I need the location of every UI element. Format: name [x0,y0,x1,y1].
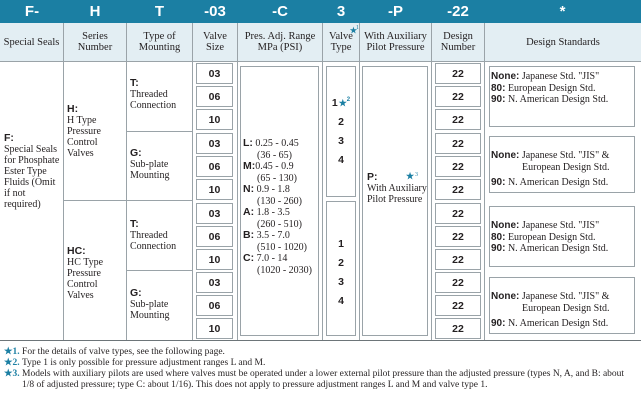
valve-type-1b: 1 [338,238,344,250]
pilot-desc: With Auxiliary Pilot Pressure [367,183,427,205]
range-row: L: 0.25 - 0.45 [243,137,299,149]
size-cell: 06 [196,226,233,247]
sub-p: With Auxiliary Pilot Pressure [360,23,431,61]
sub-size: Valve Size [193,23,237,61]
sub-f: Special Seals [0,23,63,61]
sub-vt-label: Valve Type [329,31,353,53]
valve-type-2: 2 [338,116,344,128]
design-number-cell: 22 [435,63,481,84]
grid-line [192,23,193,340]
range-row: C: 7.0 - 14 [243,252,288,264]
header-f: F- [0,0,64,23]
range-row-psi: (36 - 65) [257,149,292,161]
series-hc-desc: HC Type Pressure Control Valves [67,257,104,301]
star-icon: ★ [4,358,13,368]
grid-line [126,131,192,132]
grid-line [0,61,641,62]
footnote-3: ★ 3. Models with auxiliary pilots are used where valves must be operated under a lower external pilot pressure than the adjusted pressure (types N, A, and B: about 1/8 of adjusted pressure; type C: about 1/16). This does not apply to pressure adjustment ranges L and M and valve type 1. [4,369,625,390]
star-icon: ★ [4,347,13,357]
valve-type-3: 3 [338,135,344,147]
sub-c [238,23,322,61]
mounting-3 [130,219,190,252]
sub-design: Design Number [432,23,484,61]
f-description [4,133,62,210]
valve-type-2b: 2 [338,257,344,269]
grid-line [0,340,641,341]
size-cell: 06 [196,156,233,177]
design-number-cell: 22 [435,318,481,339]
design-number-cell: 22 [435,226,481,247]
header-vt: 3 [322,0,360,23]
mounting-3-code: T: [130,218,139,230]
valve-type-4: 4 [338,154,344,166]
mounting-3-desc: Threaded Connection [130,230,177,252]
size-cell: 03 [196,203,233,224]
design-number-cell: 22 [435,86,481,107]
design-number-cell: 22 [435,156,481,177]
mounting-2-desc: Sub-plate Mounting [130,159,170,181]
size-cell: 10 [196,109,233,130]
range-row-psi: (65 - 130) [257,172,297,184]
size-cell: 03 [196,133,233,154]
design-number-cell: 22 [435,109,481,130]
range-row: M:0.45 - 0.9 [243,160,294,172]
valve-type-1: 1 ★ 2 [331,97,351,109]
sub-h: Series Number [64,23,126,61]
standards-block-2: None: Japanese Std. "JIS" & European Design Std. 90: N. American Design Std. [491,150,610,188]
header-h: H [63,0,127,23]
size-cell: 10 [196,249,233,270]
grid-line [63,23,64,340]
grid-line [126,270,192,271]
range-row: B: 3.5 - 7.0 [243,229,290,241]
header-design: -22 [431,0,485,23]
size-cell: 03 [196,63,233,84]
grid-line [484,23,485,340]
standards-block-1: None: Japanese Std. "JIS" 80: European Design Std. 90: N. American Design Std. [491,71,609,105]
size-cell: 10 [196,179,233,200]
footnote-1: ★ 1. For the details of valve types, see the following page. [4,347,225,357]
design-number-cell: 22 [435,179,481,200]
range-row-psi: (510 - 1020) [257,241,307,253]
f-code: F: [4,132,14,144]
pressure-ranges [243,138,323,276]
f-desc: Special Seals for Phosphate Ester Type Fluids (Omit if not required) [4,144,60,210]
design-number-cell: 22 [435,249,481,270]
pilot-description [367,172,430,205]
footnote-2: ★ 2. Type 1 is only possible for pressure adjustment ranges L and M. [4,358,266,368]
header-c: -C [237,0,323,23]
series-h [67,104,125,159]
range-row-psi: (1020 - 2030) [257,264,312,276]
series-h-code: H: [67,103,79,115]
series-hc-code: HC: [67,245,86,257]
size-cell: 06 [196,295,233,316]
grid-line [359,23,360,340]
range-row: N: 0.9 - 1.8 [243,183,290,195]
sub-t: Type of Mounting [127,23,192,61]
mounting-1 [130,78,190,111]
star-icon: ★ [4,369,13,379]
footnotes [4,347,638,391]
mounting-1-desc: Threaded Connection [130,89,177,111]
mounting-4-code: G: [130,287,142,299]
header-p: -P [359,0,432,23]
grid-line [63,200,193,201]
footnote-ref: 3 [415,172,418,178]
header-size: -03 [192,0,238,23]
mounting-2 [130,148,190,181]
mounting-1-code: T: [130,77,139,89]
footnote-ref: 2 [346,97,351,103]
sub-std: Design Standards [485,23,641,61]
header-std: * [484,0,641,23]
grid-line [431,23,432,340]
design-number-cell: 22 [435,272,481,293]
design-number-cell: 22 [435,295,481,316]
design-number-cell: 22 [435,203,481,224]
mounting-2-code: G: [130,147,142,159]
header-t: T [126,0,193,23]
standards-block-3: None: Japanese Std. "JIS" 80: European Design Std. 90: N. American Design Std. [491,220,609,254]
star-icon: ★ [338,97,347,108]
size-cell: 06 [196,86,233,107]
valve-type-3b: 3 [338,276,344,288]
range-row-psi: (260 - 510) [257,218,302,230]
valve-type-4b: 4 [338,295,344,307]
footnote-ref: 1 [356,25,359,31]
valve-type-box [326,66,356,197]
design-number-cell: 22 [435,133,481,154]
mounting-4 [130,288,190,321]
standards-block-4: None: Japanese Std. "JIS" & European Design Std. 90: N. American Design Std. [491,291,610,329]
series-h-desc: H Type Pressure Control Valves [67,115,101,159]
star-icon: ★ [406,171,415,181]
grid-line [126,23,127,340]
series-hc [67,246,125,301]
grid-line [237,23,238,340]
range-row: A: 1.8 - 3.5 [243,206,290,218]
mounting-4-desc: Sub-plate Mounting [130,299,170,321]
sub-vt [323,23,359,61]
range-row-psi: (130 - 260) [257,195,302,207]
pilot-code: P: [367,171,378,183]
star-icon: ★ [349,26,357,35]
sub-c-line1: Pres. Adj. Range [244,31,316,42]
size-cell: 10 [196,318,233,339]
size-cell: 03 [196,272,233,293]
sub-c-line2: MPa (PSI) [257,42,303,53]
